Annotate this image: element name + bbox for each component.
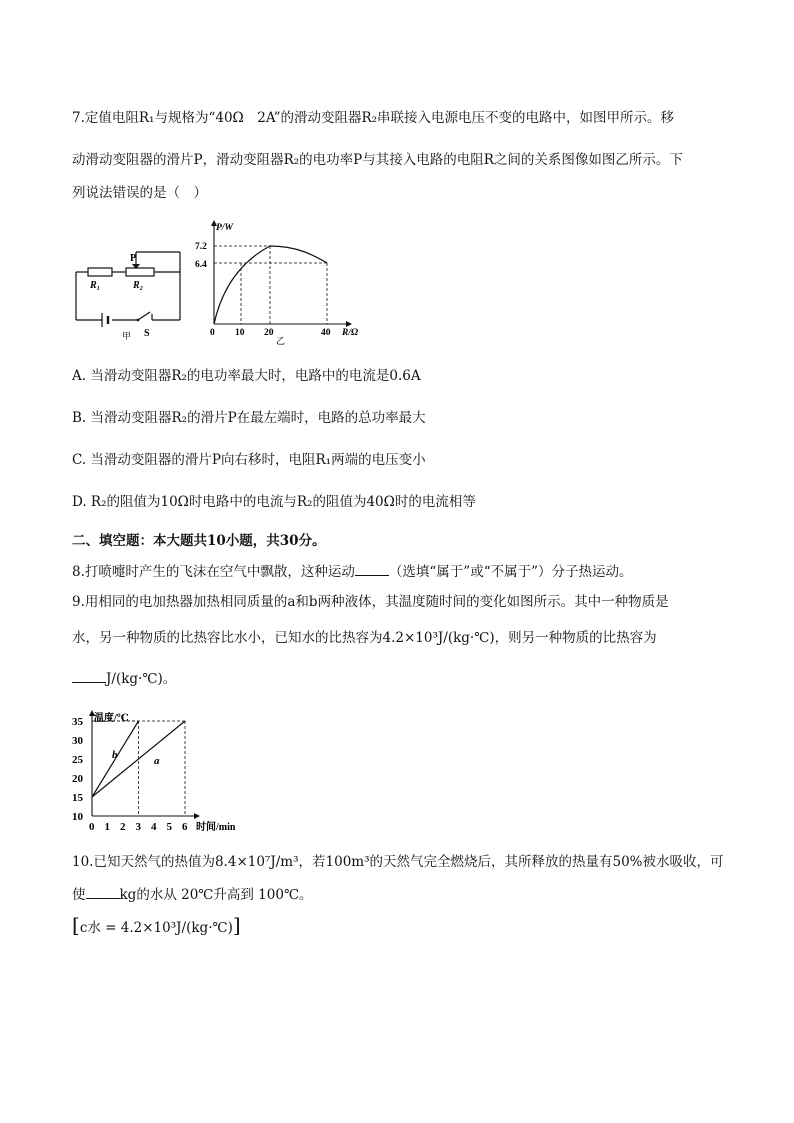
xtick-0: 0 bbox=[210, 328, 215, 338]
ytick-10: 10 bbox=[72, 811, 83, 823]
temp-chart-xlabel: 时间/min bbox=[196, 822, 236, 833]
ytick-35: 35 bbox=[72, 716, 83, 728]
ylabel-pw: P/W bbox=[216, 223, 233, 233]
q7-option-d: D. R₂的阻值为10Ω时电路中的电流与R₂的阻值为40Ω时的电流相等 bbox=[72, 494, 476, 510]
switch-label-s: S bbox=[144, 328, 150, 339]
ytick-15: 15 bbox=[72, 792, 83, 804]
q7-option-a: A. 当滑动变阻器R₂的电功率最大时，电路中的电流是0.6A bbox=[72, 368, 421, 384]
q10-answer-blank bbox=[86, 884, 120, 899]
xtick-5: 5 bbox=[166, 821, 172, 833]
ytick-25: 25 bbox=[72, 754, 83, 766]
q8-line bbox=[72, 561, 633, 582]
ytick-7-2: 7.2 bbox=[195, 242, 207, 252]
q8-text-after: （选填“属于”或“不属于”）分子热运动。 bbox=[388, 564, 633, 580]
xtick-1: 1 bbox=[104, 821, 110, 833]
temperature-time-chart bbox=[70, 708, 250, 836]
power-resistance-graph-yi bbox=[190, 218, 370, 348]
ytick-20: 20 bbox=[72, 773, 83, 785]
q8-text-before: 8.打喷嚏时产生的飞沫在空气中飘散，这种运动 bbox=[72, 564, 355, 580]
xtick-10: 10 bbox=[235, 328, 245, 338]
q9-line-1: 9.用相同的电加热器加热相同质量的a和b两种液体，其温度随时间的变化如图所示。其中一种物质是 bbox=[72, 594, 669, 610]
q10-note-text: c水 = 4.2×10³J/(kg·℃) bbox=[79, 920, 233, 936]
ytick-30: 30 bbox=[72, 735, 83, 747]
slider-label-p: P bbox=[130, 253, 137, 264]
q7-option-b: B. 当滑动变阻器R₂的滑片P在最左端时，电路的总功率最大 bbox=[72, 410, 426, 426]
q7-line-2: 动滑动变阻器的滑片P，滑动变阻器R₂的电功率P与其接入电路的电阻R之间的关系图像如图乙所示。下 bbox=[72, 152, 683, 168]
xtick-2: 2 bbox=[120, 821, 126, 833]
q10-text-after: kg的水从 20℃升高到 100℃。 bbox=[119, 887, 313, 903]
q7-option-c: C. 当滑动变阻器的滑片P向右移时，电阻R₁两端的电压变小 bbox=[72, 452, 426, 468]
q9-line-2: 水，另一种物质的比热容比水小，已知水的比热容为4.2×10³J/(kg·℃)，则另一种物质的比热容为 bbox=[72, 630, 657, 646]
xtick-6: 6 bbox=[182, 821, 188, 833]
xtick-0: 0 bbox=[89, 821, 95, 833]
q10-line-1: 10.已知天然气的热值为8.4×10⁷J/m³，若100m³的天然气完全燃烧后，其所释放的热量有50%被水吸收，可 bbox=[72, 854, 724, 870]
xtick-3: 3 bbox=[135, 821, 141, 833]
figure-yi-caption: 乙 bbox=[276, 336, 286, 346]
circuit-diagram-jia bbox=[68, 240, 188, 340]
section-2-heading: 二、填空题：本大题共10小题，共30分。 bbox=[72, 533, 326, 549]
q7-line-1: 7.定值电阻R₁与规格为“40Ω 2A”的滑动变阻器R₂串联接入电源电压不变的电路中，如图甲所示。移 bbox=[72, 110, 675, 126]
figure-jia-caption: 甲 bbox=[122, 331, 132, 340]
xtick-20: 20 bbox=[264, 328, 274, 338]
q10-line-2 bbox=[72, 884, 313, 905]
q9-line-3 bbox=[72, 668, 176, 689]
ytick-6-4: 6.4 bbox=[195, 260, 207, 270]
temp-chart-ylabel: 温度/℃ bbox=[94, 713, 129, 724]
q9-unit: J/(kg·℃)。 bbox=[106, 671, 177, 687]
series-label-b: b bbox=[112, 749, 118, 761]
r2-label: R₂ bbox=[133, 280, 144, 291]
r1-label: R₁ bbox=[90, 280, 101, 291]
xlabel-r: R/Ω bbox=[342, 328, 359, 338]
q10-text-before: 使 bbox=[72, 887, 86, 903]
xtick-40: 40 bbox=[321, 328, 331, 338]
xtick-4: 4 bbox=[151, 821, 157, 833]
q8-answer-blank bbox=[355, 561, 389, 576]
series-label-a: a bbox=[154, 755, 160, 767]
q7-line-3: 列说法错误的是（ ） bbox=[72, 185, 207, 201]
q10-note: [c水 = 4.2×10³J/(kg·℃)] bbox=[72, 913, 241, 937]
q9-answer-blank bbox=[72, 668, 106, 683]
